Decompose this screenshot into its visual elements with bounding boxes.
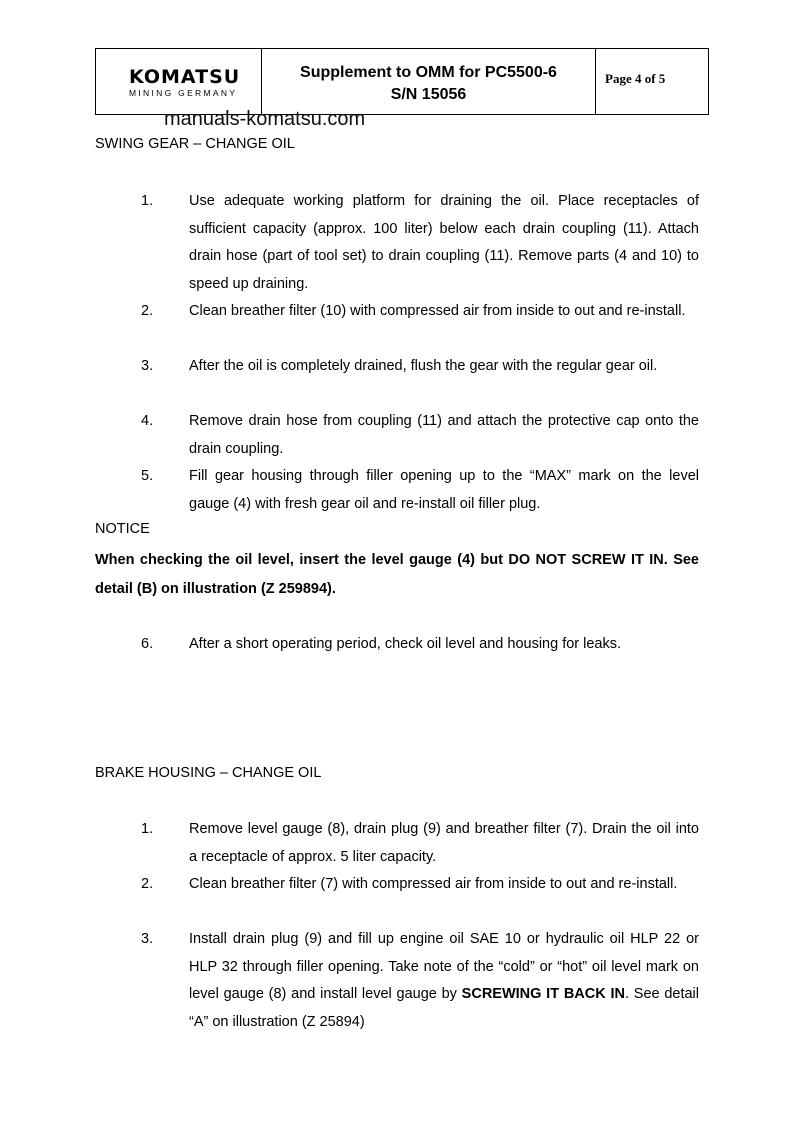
page-number: Page 4 of 5: [605, 71, 666, 86]
item-text-part: Install drain plug (9) and fill up engine oil SAE 10 or hydraulic oil HLP 22 or HLP 32 through filler opening. Take note of the “cold” or “hot” oil level mark on level gauge (8) and install level gauge by: [189, 931, 699, 1002]
list-item: [95, 353, 699, 381]
item-text: Clean breather filter (7) with compressed air from inside to out and re-install.: [189, 876, 678, 892]
document-title: [262, 49, 596, 114]
list-item: [95, 816, 699, 871]
logo-sub-text: MINING GERMANY: [129, 88, 238, 98]
item-number: 1.: [141, 193, 154, 209]
item-text: Clean breather filter (10) with compressed air from inside to out and re-install.: [189, 303, 686, 319]
item-number: 2.: [141, 876, 154, 892]
watermark: manuals-komatsu.com: [164, 108, 366, 130]
section-title-swing-gear: SWING GEAR – CHANGE OIL: [95, 136, 295, 152]
document-header: [95, 48, 709, 115]
item-number: 6.: [141, 636, 154, 652]
item-number: 3.: [141, 358, 154, 374]
item-text: [189, 926, 699, 1036]
item-text: After a short operating period, check oil level and housing for leaks.: [189, 636, 622, 652]
item-number: 4.: [141, 413, 154, 429]
item-number: 1.: [141, 821, 154, 837]
item-text: Fill gear housing through filler opening up to the “MAX” mark on the level gauge (4) with fresh gear oil and re-install oil filler plug.: [189, 468, 699, 512]
logo-cell: [96, 49, 262, 114]
item-text-emphasis: SCREWING IT BACK IN: [461, 986, 625, 1002]
notice-text: When checking the oil level, insert the level gauge (4) but DO NOT SCREW IT IN. See detail (B) on illustration (Z 259894).: [95, 552, 699, 597]
item-text: After the oil is completely drained, flush the gear with the regular gear oil.: [189, 358, 658, 374]
list-item: [95, 188, 699, 298]
item-number: 3.: [141, 931, 154, 947]
item-number: 2.: [141, 303, 154, 319]
section-title-brake-housing: BRAKE HOUSING – CHANGE OIL: [95, 765, 322, 781]
list-item: [95, 871, 699, 899]
logo-main-text: KOMATSU: [129, 66, 241, 88]
title-line-1: Supplement to OMM for PC5500-6: [300, 64, 557, 81]
list-item: [95, 408, 699, 463]
list-item: [95, 926, 699, 1036]
notice-label: NOTICE: [95, 521, 150, 537]
komatsu-logo: [129, 67, 240, 98]
list-item: [95, 631, 699, 659]
item-text-part: . See detail “A” on illustration (Z 25894): [189, 986, 699, 1030]
item-text: Remove level gauge (8), drain plug (9) and breather filter (7). Drain the oil into a receptacle of approx. 5 liter capacity.: [189, 821, 699, 865]
title-line-2: S/N 15056: [390, 86, 467, 103]
list-item: [95, 298, 699, 326]
item-text: Remove drain hose from coupling (11) and attach the protective cap onto the drain coupling.: [189, 413, 699, 457]
item-text: Use adequate working platform for draining the oil. Place receptacles of sufficient capacity (approx. 100 liter) below each drain coupling (11). Attach drain hose (part of tool set) to drain coupling (11). Remove parts (4 and 10) to speed up draining.: [189, 193, 699, 292]
list-item: [95, 463, 699, 518]
item-number: 5.: [141, 468, 154, 484]
